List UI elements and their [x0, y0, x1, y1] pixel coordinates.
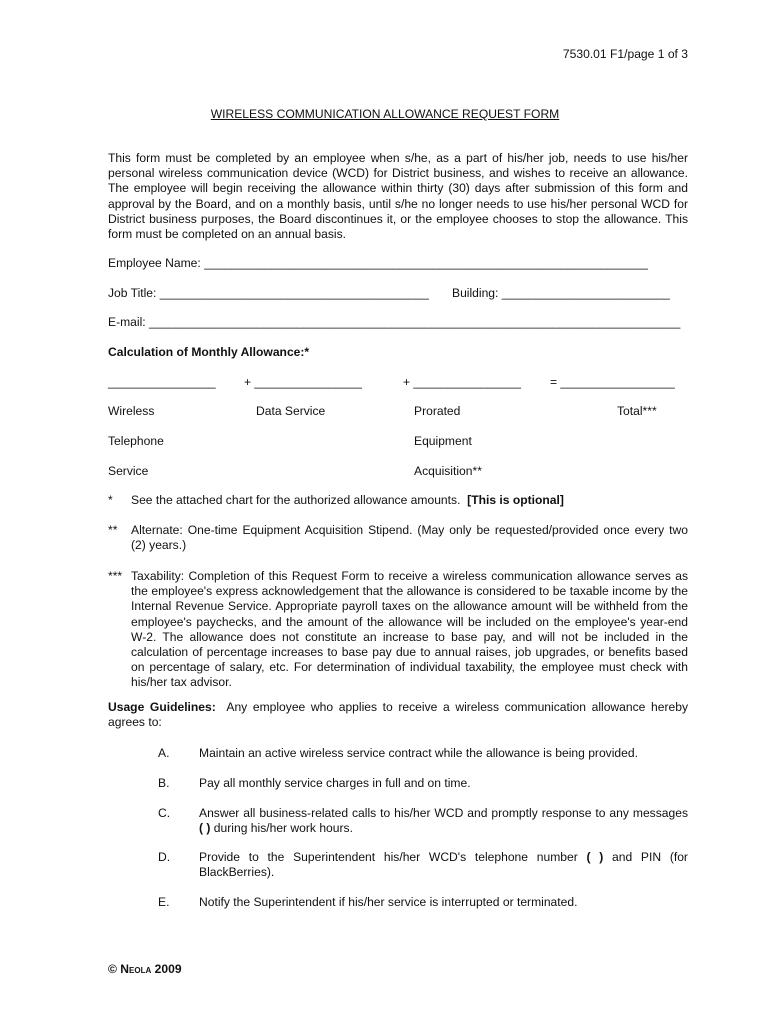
col-data-service: Data Service [256, 404, 326, 418]
col-total: Total*** [617, 404, 657, 418]
guideline-text-after: during his/her work hours. [213, 821, 353, 836]
guideline-item-d [108, 850, 688, 880]
guideline-text-after: and PIN (for BlackBerries). [199, 850, 688, 880]
usage-guidelines [108, 700, 688, 730]
footer-copyright [108, 962, 182, 977]
copyright-symbol: © [108, 962, 117, 976]
guideline-letter: A. [158, 746, 170, 760]
form-id: 7530.01 F1/page 1 of 3 [562, 47, 688, 61]
wireless-amount-blank[interactable]: ________________ [108, 375, 216, 389]
total-amount-blank[interactable]: = _________________ [550, 375, 675, 389]
guideline-item-c [108, 806, 688, 836]
building-field[interactable]: Building: _________________________ [452, 286, 670, 300]
usage-text: Any employee who applies to receive a wireless communication allowance hereby agrees to: [108, 700, 688, 730]
note-taxability [108, 569, 688, 691]
guideline-letter: D. [158, 850, 171, 864]
intro-paragraph: This form must be completed by an employee when s/he, as a part of his/her job, needs to use his/her personal wireless communication device (WCD) for District business, and wishes to receive an allowance. The employee will begin receiving the allowance within thirty (30) days after submission of this form and approval by the Board, and on a monthly basis, until s/he no longer needs to use his/her personal WCD for District business purposes, the Board discontinues it, or the employee chooses to stop the allowance. This form must be completed on an annual basis. [108, 151, 688, 242]
col-prorated-line3: Acquisition** [414, 464, 482, 478]
data-service-amount-blank[interactable]: + ________________ [244, 375, 363, 389]
employee-name-field[interactable]: Employee Name: __________________________________________________________________ [108, 256, 649, 270]
telephone-number-blank[interactable]: ( ) [586, 850, 604, 864]
col-prorated-line2: Equipment [414, 434, 472, 448]
guideline-letter: C. [158, 806, 171, 820]
usage-label: Usage Guidelines: [108, 700, 216, 714]
note-mark: ** [108, 523, 118, 537]
guideline-item-e [108, 895, 688, 910]
col-prorated-line1: Prorated [414, 404, 461, 418]
equipment-amount-blank[interactable]: + ________________ [403, 375, 522, 389]
note-mark: * [108, 493, 113, 507]
note-text: Alternate: One-time Equipment Acquisition Stipend. (May only be requested/provided once every two (2) years.) [131, 523, 688, 553]
calculation-heading: Calculation of Monthly Allowance:* [108, 345, 310, 359]
note-mark: *** [108, 569, 123, 583]
guideline-text: Answer all business-related calls to his/her WCD and promptly response to any messages [199, 806, 688, 820]
note-alternate [108, 523, 688, 553]
messages-blank[interactable]: ( ) [199, 821, 211, 836]
job-title-field[interactable]: Job Title: ________________________________________ [108, 286, 429, 300]
guideline-text: Notify the Superintendent if his/her service is interrupted or terminated. [199, 895, 578, 909]
guideline-item-a [108, 746, 688, 761]
col-wireless-line2: Telephone [108, 434, 164, 448]
note-bold-suffix: [This is optional] [467, 493, 564, 507]
email-field[interactable]: E-mail: _______________________________________________________________________________ [108, 315, 681, 329]
guideline-letter: B. [158, 776, 170, 790]
guideline-letter: E. [158, 895, 170, 909]
footer-year: 2009 [154, 962, 182, 976]
guideline-text: Pay all monthly service charges in full and on time. [199, 776, 471, 790]
guideline-text: Maintain an active wireless service contract while the allowance is being provided. [199, 746, 638, 760]
col-wireless-line3: Service [108, 464, 149, 478]
guideline-text: Provide to the Superintendent his/her WCD's telephone number [199, 850, 578, 864]
note-text: Taxability: Completion of this Request Form to receive a wireless communication allowance serves as the employee's express acknowledgement that the allowance is considered to be taxable income by the Internal Revenue Service. Appropriate payroll taxes on the allowance amount will be withheld from the employee's paychecks, and the amount of the allowance will be included on the employee's year-end W-2. The allowance does not constitute an increase to base pay, and will not be included in the calculation of percentage increases to base pay due to annual raises, job upgrades, or benefits based on percentage of salary, etc. For determination of individual taxability, the employee must check with his/her tax advisor. [131, 569, 688, 690]
note-optional [108, 493, 688, 508]
form-title: WIRELESS COMMUNICATION ALLOWANCE REQUEST FORM [210, 107, 560, 121]
footer-brand: Neola [120, 962, 152, 976]
note-text: See the attached chart for the authorized allowance amounts. [131, 493, 461, 507]
guideline-item-b [108, 776, 688, 791]
col-wireless-line1: Wireless [108, 404, 155, 418]
